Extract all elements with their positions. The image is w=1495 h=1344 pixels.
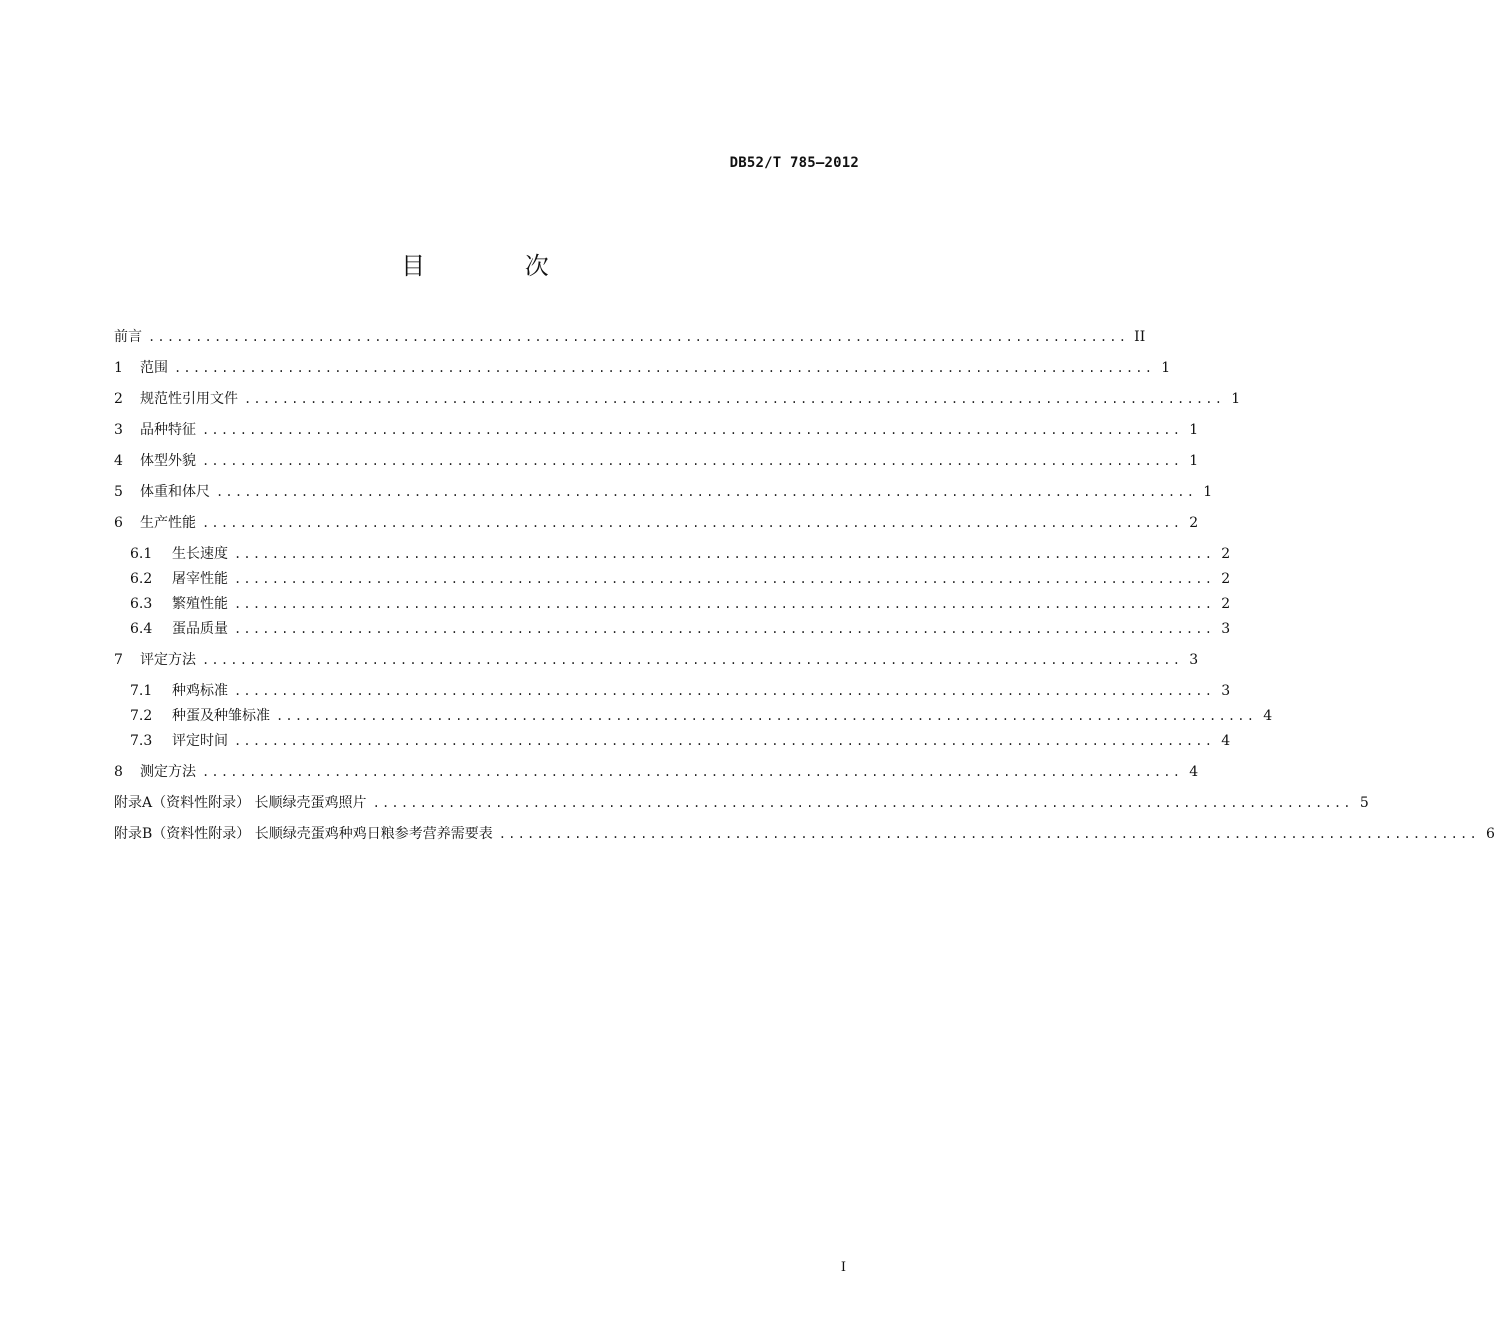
toc-entry-6-2[interactable] bbox=[130, 568, 1231, 590]
toc-entry-label: 范围 bbox=[140, 360, 168, 376]
toc-entry-number: 6 bbox=[114, 515, 123, 531]
toc-entry-7-2[interactable] bbox=[130, 705, 1273, 727]
toc-leader-dots: ........................................................................................................ bbox=[216, 485, 1197, 499]
toc-entry-page: 3 bbox=[1189, 652, 1199, 668]
toc-entry-number: 7.1 bbox=[130, 683, 153, 699]
toc-entry-number: 6.3 bbox=[130, 596, 153, 612]
toc-entry-2[interactable] bbox=[114, 388, 1241, 410]
toc-entry-number: 3 bbox=[114, 422, 123, 438]
toc-entry-number: 7 bbox=[114, 652, 123, 668]
toc-entry-7-3[interactable] bbox=[130, 730, 1231, 752]
toc-entry-number: 1 bbox=[114, 360, 123, 376]
toc-entry-page: 2 bbox=[1221, 571, 1231, 587]
toc-entry-number: 7.3 bbox=[130, 733, 153, 749]
toc-entry-number: 8 bbox=[114, 764, 123, 780]
toc-entry-6[interactable] bbox=[114, 512, 1199, 534]
toc-entry-label: 品种特征 bbox=[140, 422, 196, 438]
toc-leader-dots: ........................................................................................................ bbox=[234, 734, 1215, 748]
toc-entry-appendix-a[interactable] bbox=[114, 792, 1369, 814]
toc-entry-page: 1 bbox=[1203, 484, 1213, 500]
toc-entry-6-4[interactable] bbox=[130, 618, 1231, 640]
toc-leader-dots: ........................................................................................................ bbox=[234, 572, 1215, 586]
toc-leader-dots: ........................................................................................................ bbox=[202, 516, 1183, 530]
toc-entry-8[interactable] bbox=[114, 761, 1199, 783]
toc-entry-number: 6.2 bbox=[130, 571, 153, 587]
toc-leader-dots: ........................................................................................................ bbox=[372, 796, 1353, 810]
toc-entry-page: 3 bbox=[1221, 683, 1231, 699]
toc-leader-dots: ........................................................................................................ bbox=[174, 361, 1155, 375]
toc-leader-dots: ........................................................................................................ bbox=[202, 423, 1183, 437]
toc-entry-label: 种蛋及种雏标准 bbox=[172, 708, 270, 724]
toc-entry-appendix-b[interactable] bbox=[114, 823, 1495, 845]
toc-entry-label: 生长速度 bbox=[172, 546, 228, 562]
toc-leader-dots: ........................................................................................................ bbox=[148, 330, 1129, 344]
toc-entry-label: 评定时间 bbox=[172, 733, 228, 749]
toc-entry-number: 2 bbox=[114, 391, 123, 407]
standard-code: DB52/T 785—2012 bbox=[729, 155, 859, 171]
toc-entry-1[interactable] bbox=[114, 357, 1171, 379]
toc-entry-page: 4 bbox=[1189, 764, 1199, 780]
page-number: I bbox=[840, 1260, 846, 1275]
toc-entry-label: 蛋品质量 bbox=[172, 621, 228, 637]
toc-entry-label: 评定方法 bbox=[140, 652, 196, 668]
toc-entry-number: 7.2 bbox=[130, 708, 153, 724]
toc-entry-label: 规范性引用文件 bbox=[140, 391, 238, 407]
toc-entry-page: 6 bbox=[1486, 826, 1495, 842]
toc-leader-dots: ........................................................................................................ bbox=[244, 392, 1225, 406]
toc-entry-number: 4 bbox=[114, 453, 123, 469]
toc-entry-page: 5 bbox=[1359, 795, 1369, 811]
toc-entry-4[interactable] bbox=[114, 450, 1199, 472]
toc-entry-page: II bbox=[1134, 329, 1146, 345]
toc-entry-label: 体型外貌 bbox=[140, 453, 196, 469]
toc-leader-dots: ........................................................................................................ bbox=[234, 547, 1215, 561]
toc-leader-dots: ........................................................................................................ bbox=[202, 454, 1183, 468]
toc-leader-dots: ........................................................................................................ bbox=[276, 709, 1257, 723]
toc-entry-page: 1 bbox=[1189, 453, 1199, 469]
toc-entry-number: 6.1 bbox=[130, 546, 153, 562]
toc-entry-7[interactable] bbox=[114, 649, 1199, 671]
toc-leader-dots: ........................................................................................................ bbox=[202, 653, 1183, 667]
toc-entry-page: 4 bbox=[1221, 733, 1231, 749]
toc-leader-dots: ........................................................................................................ bbox=[202, 765, 1183, 779]
toc-entry-page: 4 bbox=[1263, 708, 1273, 724]
toc-entry-label: 附录A（资料性附录） 长顺绿壳蛋鸡照片 bbox=[114, 795, 367, 811]
toc-entry-page: 1 bbox=[1231, 391, 1241, 407]
toc-entry-number: 5 bbox=[114, 484, 123, 500]
toc-entry-page: 1 bbox=[1189, 422, 1199, 438]
toc-leader-dots: ........................................................................................................ bbox=[234, 684, 1215, 698]
toc-entry-page: 3 bbox=[1221, 621, 1231, 637]
toc-entry-label: 生产性能 bbox=[140, 515, 196, 531]
toc-entry-label: 屠宰性能 bbox=[172, 571, 228, 587]
toc-entry-foreword[interactable] bbox=[114, 326, 1146, 348]
toc-entry-label: 种鸡标准 bbox=[172, 683, 228, 699]
toc-leader-dots: ........................................................................................................ bbox=[498, 827, 1479, 841]
toc-entry-3[interactable] bbox=[114, 419, 1199, 441]
toc-entry-page: 2 bbox=[1221, 596, 1231, 612]
toc-entry-5[interactable] bbox=[114, 481, 1213, 503]
toc-entry-label: 繁殖性能 bbox=[172, 596, 228, 612]
toc-entry-6-1[interactable] bbox=[130, 543, 1231, 565]
toc-entry-page: 2 bbox=[1189, 515, 1199, 531]
page-title: 目 次 bbox=[401, 252, 595, 280]
toc-leader-dots: ........................................................................................................ bbox=[234, 622, 1215, 636]
toc-entry-label: 附录B（资料性附录） 长顺绿壳蛋鸡种鸡日粮参考营养需要表 bbox=[114, 826, 493, 842]
toc-entry-page: 2 bbox=[1221, 546, 1231, 562]
toc-entry-6-3[interactable] bbox=[130, 593, 1231, 615]
toc-leader-dots: ........................................................................................................ bbox=[234, 597, 1215, 611]
toc-entry-label: 前言 bbox=[114, 329, 142, 345]
toc-entry-page: 1 bbox=[1161, 360, 1171, 376]
toc-entry-label: 体重和体尺 bbox=[140, 484, 210, 500]
toc-entry-label: 测定方法 bbox=[140, 764, 196, 780]
toc-entry-number: 6.4 bbox=[130, 621, 153, 637]
toc-entry-7-1[interactable] bbox=[130, 680, 1231, 702]
